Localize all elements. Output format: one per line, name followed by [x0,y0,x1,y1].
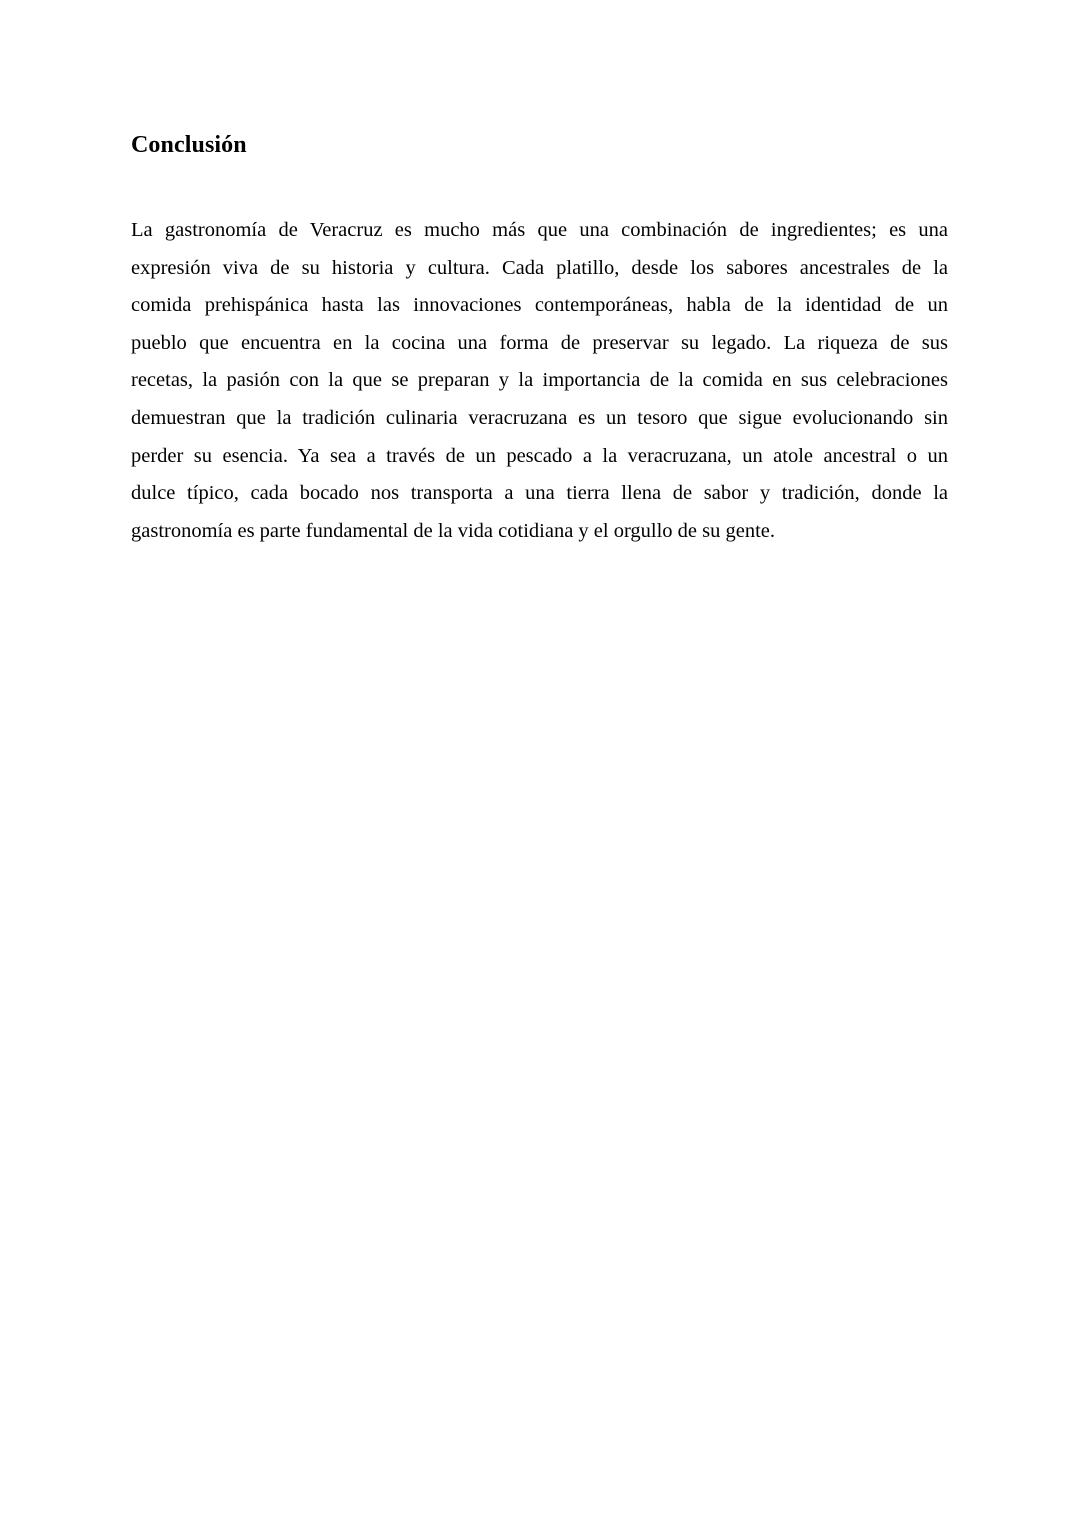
paragraph-line: comida prehispánica hasta las innovaciones contemporáneas, habla de la identidad de un [131,294,948,317]
conclusion-paragraph [131,212,948,550]
paragraph-line: La gastronomía de Veracruz es mucho más que una combinación de ingredientes; es una [131,219,948,241]
paragraph-line: demuestran que la tradición culinaria veracruzana es un tesoro que sigue evolucionando sin [131,406,948,429]
paragraph-line: expresión viva de su historia y cultura. Cada platillo, desde los sabores ancestrales de la [131,256,948,279]
paragraph-line: pueblo que encuentra en la cocina una forma de preservar su legado. La riqueza de sus [131,331,948,354]
paragraph-line: dulce típico, cada bocado nos transporta a una tierra llena de sabor y tradición, donde la [131,482,948,505]
paragraph-line: gastronomía es parte fundamental de la vida cotidiana y el orgullo de su gente. [131,519,776,542]
paragraph-line: perder su esencia. Ya sea a través de un pescado a la veracruzana, un atole ancestral o un [131,444,948,467]
paragraph-line: recetas, la pasión con la que se preparan y la importancia de la comida en sus celebraciones [131,369,948,392]
section-heading: Conclusión [131,132,247,158]
